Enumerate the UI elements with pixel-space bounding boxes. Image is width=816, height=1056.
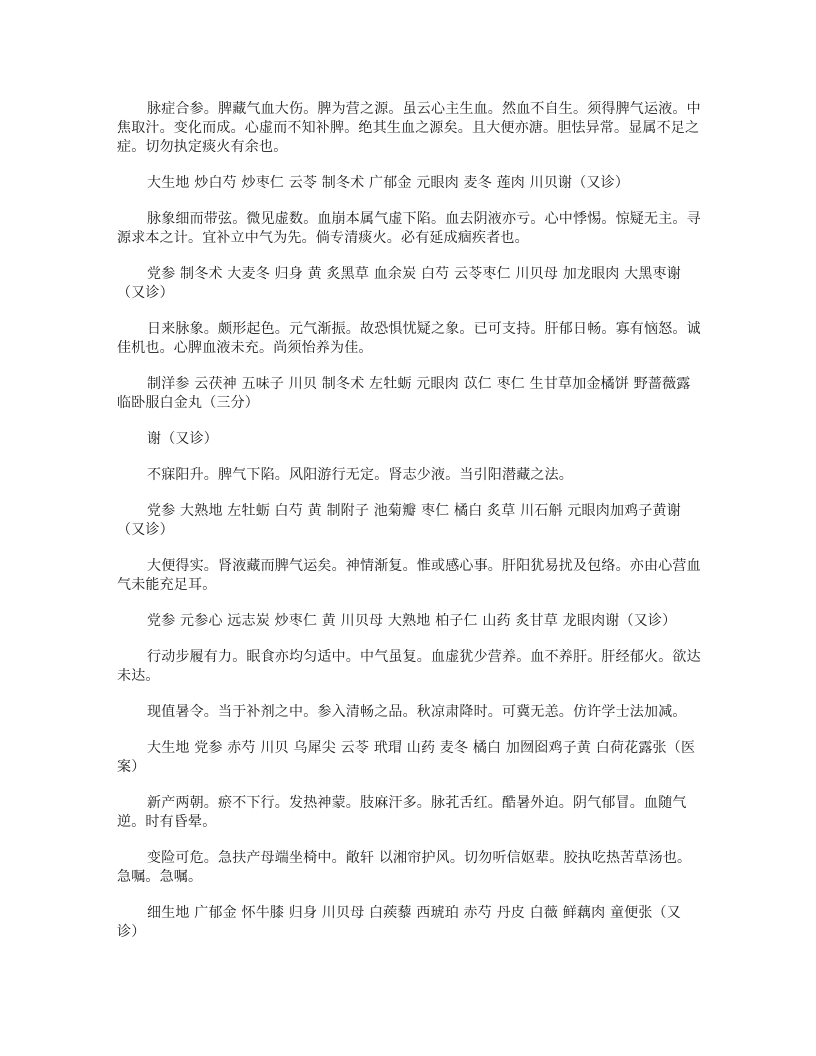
paragraph: 现值暑令。当于补剂之中。参入清畅之品。秋凉肃降时。可冀无恙。仿许学士法加减。 <box>147 704 687 720</box>
paragraph: 新产两朝。瘀不下行。发热神蒙。肢麻汗多。脉芤舌红。酷暑外迫。阴气郁冒。血随气逆。时有昏晕。 <box>117 795 687 830</box>
prescription-paragraph: 大生地 炒白芍 炒枣仁 云苓 制冬术 广郁金 元眼肉 麦冬 莲肉 川贝谢（又诊） <box>147 175 630 191</box>
section-heading: 谢（又诊） <box>147 431 218 447</box>
prescription-paragraph: 大生地 党参 赤芍 川贝 乌犀尖 云苓 玳瑁 山药 麦冬 橘白 加囫囵鸡子黄 白荷花露张（医案） <box>117 740 696 775</box>
paragraph: 大便得实。肾液藏而脾气运矣。神情渐复。惟或感心事。肝阳犹易扰及包络。亦由心营血气未能充足耳。 <box>117 558 701 593</box>
paragraph: 脉症合参。脾藏气血大伤。脾为营之源。虽云心主生血。然血不自生。须得脾气运液。中焦取汁。变化而成。心虚而不知补脾。绝其生血之源矣。且大便亦溏。胆怯异常。显属不足之症。切勿执定痰火有余也。 <box>117 101 701 155</box>
paragraph: 变险可危。急扶产母端坐椅中。敞轩 以湘帘护风。切勿听信妪辈。胶执吃热苦草汤也。急嘱。急嘱。 <box>117 850 692 885</box>
paragraph: 脉象细而带弦。微见虚数。血崩本属气虚下陷。血去阴液亦亏。心中悸惕。惊疑无主。寻源求本之计。宜补立中气为先。倘专清痰火。必有延成痼疾者也。 <box>117 211 701 246</box>
prescription-paragraph: 党参 元参心 远志炭 炒枣仁 黄 川贝母 大熟地 柏子仁 山药 炙甘草 龙眼肉谢（又诊） <box>147 613 677 629</box>
prescription-paragraph: 制洋参 云茯神 五味子 川贝 制冬术 左牡蛎 元眼肉 苡仁 枣仁 生甘草加金橘饼 野蔷薇露 临卧服白金丸（三分） <box>117 376 691 411</box>
prescription-paragraph: 党参 制冬术 大麦冬 归身 黄 炙黑草 血余炭 白芍 云苓枣仁 川贝母 加龙眼肉 大黑枣谢（又诊） <box>117 266 681 301</box>
paragraph: 不寐阳升。脾气下陷。风阳游行无定。肾志少液。当引阳潜藏之法。 <box>147 467 573 483</box>
paragraph: 行动步履有力。眠食亦均匀适中。中气虽复。血虚犹少营养。血不养肝。肝经郁火。欲达未达。 <box>117 649 701 684</box>
document-body <box>117 100 702 959</box>
prescription-paragraph: 细生地 广郁金 怀牛膝 归身 川贝母 白蒺藜 西琥珀 赤芍 丹皮 白薇 鲜藕肉 童便张（又诊） <box>117 905 681 940</box>
prescription-paragraph: 党参 大熟地 左牡蛎 白芍 黄 制附子 池菊瓣 枣仁 橘白 炙草 川石斛 元眼肉加鸡子黄谢（又诊） <box>117 503 681 538</box>
paragraph: 日来脉象。颇形起色。元气渐振。故恐惧忧疑之象。已可支持。肝郁日畅。寡有恼怒。诚佳机也。心脾血液未充。尚须怡养为佳。 <box>117 321 701 356</box>
